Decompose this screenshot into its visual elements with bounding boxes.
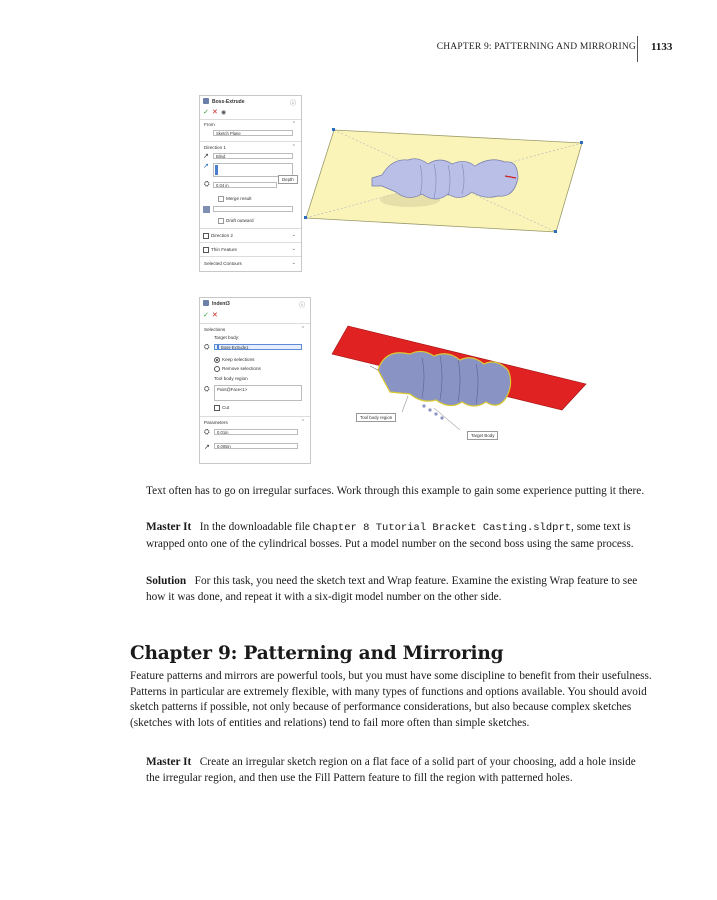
from-select[interactable]: Sketch Plane: [213, 130, 293, 136]
selected-contours-label: Selected Contours: [204, 261, 242, 266]
remove-selections-radio[interactable]: [214, 366, 261, 372]
ok-check-icon[interactable]: ✓: [203, 312, 209, 319]
direction-label: Direction 1: [204, 145, 226, 150]
depth-input[interactable]: 0.04 in: [213, 182, 277, 188]
reverse-direction-icon[interactable]: ↗: [203, 153, 209, 160]
from-label: From: [204, 122, 215, 127]
target-body-callout: Target Body: [467, 431, 498, 440]
solution-text: For this task, you need the sketch text and Wrap feature. Examine the existing Wrap feature to see how it was done, and repeat it with a six-digit model number on the other side.: [146, 575, 638, 603]
tool-body-field[interactable]: Point@Face<1>: [214, 385, 302, 401]
extrude-icon: [203, 98, 209, 104]
panel-title: Boss-Extrude: [212, 99, 245, 105]
cut-label: Cut: [222, 405, 230, 411]
direction2-checkbox[interactable]: [203, 233, 233, 239]
target-body-value: Boss-Extrude1: [221, 345, 249, 350]
parameters-label: Parameters: [204, 420, 228, 425]
chevron-down-icon[interactable]: ⌄: [291, 232, 296, 238]
master-it-1-post: , some text is wrapped onto one of the cylindrical bosses. Put a model number on the second boss using the same process.: [146, 521, 634, 550]
direction-arrow-icon[interactable]: ↗: [203, 163, 209, 170]
merge-result-label: Merge result: [226, 196, 252, 202]
master-it-2: [146, 755, 652, 786]
clearance-input[interactable]: 0.005in: [214, 443, 298, 449]
clearance-icon: ↗: [204, 444, 210, 451]
intro-paragraph: Text often has to go on irregular surfaces. Work through this example to gain some experience putting it there.: [146, 485, 645, 497]
thickness-icon: ⛭: [204, 429, 210, 436]
tool-body-callout: Tool body region: [356, 413, 396, 422]
patterns-paragraph: Feature patterns and mirrors are powerful tools, but you must have some discipline to benefit from their usefulness. Patterns in particular are extremely flexible, with many types of functions and options available. You should avoid sketch patterns if possible, not only because of performance considerations, but also because complex sketches (sketches with lots of entities and relations) tend to fail more often than simple sketches.: [130, 670, 652, 729]
tool-body: [370, 351, 511, 419]
draft-outward-checkbox[interactable]: [218, 218, 254, 224]
chevron-up-icon[interactable]: ⌃: [300, 326, 305, 332]
master-it-2-lead: Master It: [146, 756, 192, 768]
help-icon[interactable]: ⓘ: [289, 101, 296, 107]
ok-check-icon[interactable]: ✓: [203, 109, 209, 116]
section-heading: Chapter 9: Patterning and Mirroring: [130, 643, 504, 664]
tool-body-icon: ⛭: [204, 386, 210, 393]
keep-selections-label: Keep selections: [222, 357, 255, 363]
master-it-2-text: Create an irregular sketch region on a flat face of a solid part of your choosing, add a hole inside the irregular region, and then use the Fill Pattern feature to fill the region with patterned holes.: [146, 756, 636, 784]
tutorial-filename: Chapter 8 Tutorial Bracket Casting.sldprt: [312, 522, 572, 534]
chevron-up-icon[interactable]: ⌃: [300, 419, 305, 425]
chevron-down-icon[interactable]: ⌄: [291, 260, 296, 266]
thin-feature-label: Thin Feature: [211, 247, 238, 253]
keep-selections-radio[interactable]: [214, 357, 254, 363]
thickness-input[interactable]: 0.01in: [214, 429, 298, 435]
preview-eye-icon[interactable]: ◉: [221, 110, 227, 116]
cut-checkbox[interactable]: [214, 405, 229, 411]
target-body-icon: ⛭: [204, 344, 210, 351]
master-it-1-lead: Master It: [146, 521, 192, 533]
chevron-up-icon[interactable]: ⌃: [291, 121, 296, 127]
panel-title: Indent3: [212, 301, 230, 307]
thin-feature-checkbox[interactable]: [203, 247, 237, 253]
depth-icon: ⛭: [204, 181, 210, 188]
cancel-x-icon[interactable]: ✕: [212, 109, 218, 116]
end-condition-select[interactable]: Blind: [213, 153, 293, 159]
indent-preview-graphic: [330, 318, 600, 448]
remove-selections-label: Remove selections: [222, 366, 261, 372]
cancel-x-icon[interactable]: ✕: [212, 312, 218, 319]
page-number: 1133: [651, 41, 673, 53]
target-body-label: Target body:: [214, 335, 240, 340]
selections-label: Selections: [204, 327, 226, 332]
master-it-1-pre: In the downloadable file: [199, 521, 313, 533]
help-icon[interactable]: ⓘ: [298, 303, 305, 309]
draft-outward-label: Draft outward: [226, 218, 254, 224]
indent-panel: [199, 297, 311, 464]
master-it-1: [146, 520, 652, 552]
direction2-label: Direction 2: [211, 233, 233, 239]
extrude-preview-graphic: [300, 120, 600, 240]
draft-input[interactable]: [213, 206, 293, 212]
tool-body-label: Tool body region: [214, 376, 248, 381]
target-body-field[interactable]: [214, 344, 302, 350]
indent-icon: [203, 300, 209, 306]
chevron-down-icon[interactable]: ⌄: [291, 246, 296, 252]
chevron-up-icon[interactable]: ⌃: [291, 144, 296, 150]
solution-paragraph: [146, 574, 652, 605]
draft-icon: [203, 206, 210, 213]
running-header: CHAPTER 9: PATTERNING AND MIRRORING: [436, 42, 636, 52]
solution-lead: Solution: [146, 575, 187, 587]
header-divider: [637, 36, 638, 62]
merge-result-checkbox[interactable]: [218, 196, 252, 202]
depth-tooltip: Depth: [278, 175, 298, 184]
